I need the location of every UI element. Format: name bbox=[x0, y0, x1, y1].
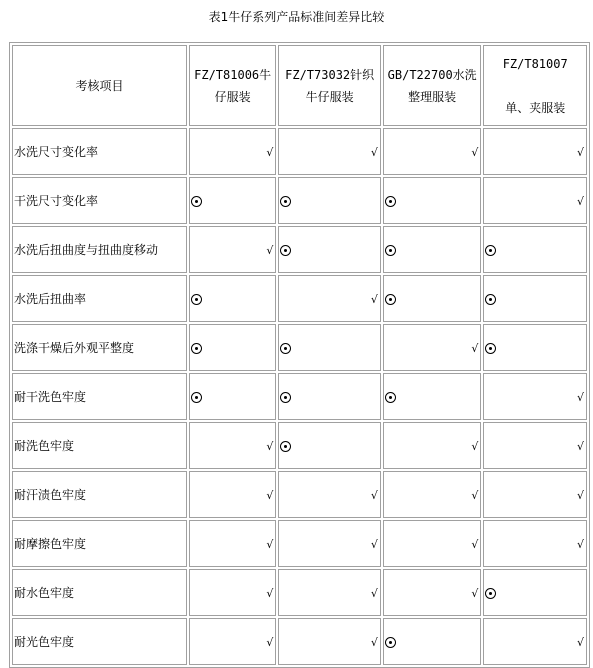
check-mark-icon: √ bbox=[576, 537, 584, 551]
table-cell bbox=[189, 422, 276, 469]
row-item-label: 干洗尺寸变化率 bbox=[12, 177, 187, 224]
check-mark-icon: √ bbox=[266, 635, 274, 649]
table-title: 表1牛仔系列产品标准间差异比较 bbox=[208, 10, 385, 24]
circle-dot-icon bbox=[485, 245, 496, 256]
header-line2: 单、夹服装 bbox=[505, 100, 566, 115]
comparison-table bbox=[9, 42, 590, 668]
circle-dot-icon bbox=[385, 294, 396, 305]
table-cell bbox=[189, 373, 276, 420]
table-cell bbox=[483, 177, 587, 224]
check-mark-icon: √ bbox=[370, 292, 378, 306]
table-cell bbox=[383, 373, 482, 420]
table-cell bbox=[383, 422, 482, 469]
table-row bbox=[12, 226, 587, 273]
check-mark-icon: √ bbox=[576, 488, 584, 502]
circle-dot-icon bbox=[191, 392, 202, 403]
check-mark-icon: √ bbox=[266, 145, 274, 159]
table-cell bbox=[189, 471, 276, 518]
table-cell bbox=[383, 128, 482, 175]
table-cell bbox=[278, 422, 381, 469]
check-mark-icon: √ bbox=[576, 635, 584, 649]
check-mark-icon: √ bbox=[266, 586, 274, 600]
check-mark-icon: √ bbox=[266, 537, 274, 551]
circle-dot-icon bbox=[280, 392, 291, 403]
table-cell bbox=[278, 520, 381, 567]
circle-dot-icon bbox=[485, 343, 496, 354]
table-cell bbox=[189, 275, 276, 322]
table-cell bbox=[483, 275, 587, 322]
table-cell bbox=[483, 226, 587, 273]
table-row bbox=[12, 471, 587, 518]
row-item-label: 水洗尺寸变化率 bbox=[12, 128, 187, 175]
row-item-label: 耐摩擦色牢度 bbox=[12, 520, 187, 567]
row-item-label: 耐汗渍色牢度 bbox=[12, 471, 187, 518]
circle-dot-icon bbox=[191, 294, 202, 305]
table-cell bbox=[383, 177, 482, 224]
circle-dot-icon bbox=[385, 196, 396, 207]
check-mark-icon: √ bbox=[576, 194, 584, 208]
table-cell bbox=[278, 177, 381, 224]
table-cell bbox=[483, 324, 587, 371]
table-cell bbox=[483, 422, 587, 469]
check-mark-icon: √ bbox=[370, 537, 378, 551]
check-mark-icon: √ bbox=[266, 243, 274, 257]
row-item-label: 洗涤干燥后外观平整度 bbox=[12, 324, 187, 371]
table-cell bbox=[383, 275, 482, 322]
table-row bbox=[12, 128, 587, 175]
table-cell bbox=[278, 471, 381, 518]
header-item-label: 考核项目 bbox=[75, 78, 124, 93]
table-cell bbox=[189, 128, 276, 175]
circle-dot-icon bbox=[191, 343, 202, 354]
table-cell bbox=[189, 226, 276, 273]
table-cell bbox=[278, 275, 381, 322]
circle-dot-icon bbox=[485, 294, 496, 305]
table-cell bbox=[383, 471, 482, 518]
circle-dot-icon bbox=[280, 196, 291, 207]
circle-dot-icon bbox=[385, 245, 396, 256]
circle-dot-icon bbox=[280, 441, 291, 452]
check-mark-icon: √ bbox=[471, 145, 479, 159]
circle-dot-icon bbox=[191, 196, 202, 207]
header-line2: 牛仔服装 bbox=[305, 89, 354, 104]
check-mark-icon: √ bbox=[576, 145, 584, 159]
check-mark-icon: √ bbox=[266, 488, 274, 502]
table-cell bbox=[483, 520, 587, 567]
table-cell bbox=[383, 520, 482, 567]
table-row bbox=[12, 373, 587, 420]
table-row bbox=[12, 569, 587, 616]
table-row bbox=[12, 324, 587, 371]
header-fz-t81006 bbox=[189, 45, 276, 126]
table-cell bbox=[278, 373, 381, 420]
table-cell bbox=[383, 226, 482, 273]
header-fz-t73032 bbox=[278, 45, 381, 126]
circle-dot-icon bbox=[280, 343, 291, 354]
header-line1: FZ/T81006牛 bbox=[194, 67, 272, 82]
table-row bbox=[12, 177, 587, 224]
check-mark-icon: √ bbox=[266, 439, 274, 453]
table-cell bbox=[278, 226, 381, 273]
row-item-label: 耐洗色牢度 bbox=[12, 422, 187, 469]
table-cell bbox=[278, 128, 381, 175]
row-item-label: 耐干洗色牢度 bbox=[12, 373, 187, 420]
check-mark-icon: √ bbox=[471, 488, 479, 502]
table-cell bbox=[483, 569, 587, 616]
circle-dot-icon bbox=[385, 637, 396, 648]
header-line1: GB/T22700水洗 bbox=[387, 67, 477, 82]
table-cell bbox=[483, 471, 587, 518]
table-cell bbox=[189, 177, 276, 224]
table-row bbox=[12, 275, 587, 322]
table-cell bbox=[278, 569, 381, 616]
header-line1: FZ/T73032针织 bbox=[285, 67, 375, 82]
header-row bbox=[12, 45, 587, 126]
check-mark-icon: √ bbox=[471, 341, 479, 355]
header-line2: 整理服装 bbox=[408, 89, 457, 104]
check-mark-icon: √ bbox=[370, 635, 378, 649]
row-item-label: 耐光色牢度 bbox=[12, 618, 187, 665]
table-cell bbox=[189, 520, 276, 567]
header-line1: FZ/T81007 bbox=[502, 56, 568, 71]
header-item bbox=[12, 45, 187, 126]
circle-dot-icon bbox=[280, 245, 291, 256]
check-mark-icon: √ bbox=[471, 586, 479, 600]
check-mark-icon: √ bbox=[370, 145, 378, 159]
table-row bbox=[12, 422, 587, 469]
circle-dot-icon bbox=[385, 392, 396, 403]
table-body bbox=[12, 128, 587, 665]
check-mark-icon: √ bbox=[471, 537, 479, 551]
check-mark-icon: √ bbox=[370, 586, 378, 600]
header-fz-t81007 bbox=[483, 45, 587, 126]
check-mark-icon: √ bbox=[370, 488, 378, 502]
header-line2: 仔服装 bbox=[214, 89, 251, 104]
table-cell bbox=[278, 324, 381, 371]
table-cell bbox=[383, 324, 482, 371]
table-cell bbox=[189, 569, 276, 616]
row-item-label: 耐水色牢度 bbox=[12, 569, 187, 616]
table-cell bbox=[189, 324, 276, 371]
header-gb-t22700 bbox=[383, 45, 482, 126]
table-cell bbox=[483, 373, 587, 420]
table-cell bbox=[483, 128, 587, 175]
row-item-label: 水洗后扭曲度与扭曲度移动 bbox=[12, 226, 187, 273]
check-mark-icon: √ bbox=[576, 439, 584, 453]
check-mark-icon: √ bbox=[576, 390, 584, 404]
circle-dot-icon bbox=[485, 588, 496, 599]
table-row bbox=[12, 520, 587, 567]
row-item-label: 水洗后扭曲率 bbox=[12, 275, 187, 322]
check-mark-icon: √ bbox=[471, 439, 479, 453]
table-cell bbox=[383, 569, 482, 616]
